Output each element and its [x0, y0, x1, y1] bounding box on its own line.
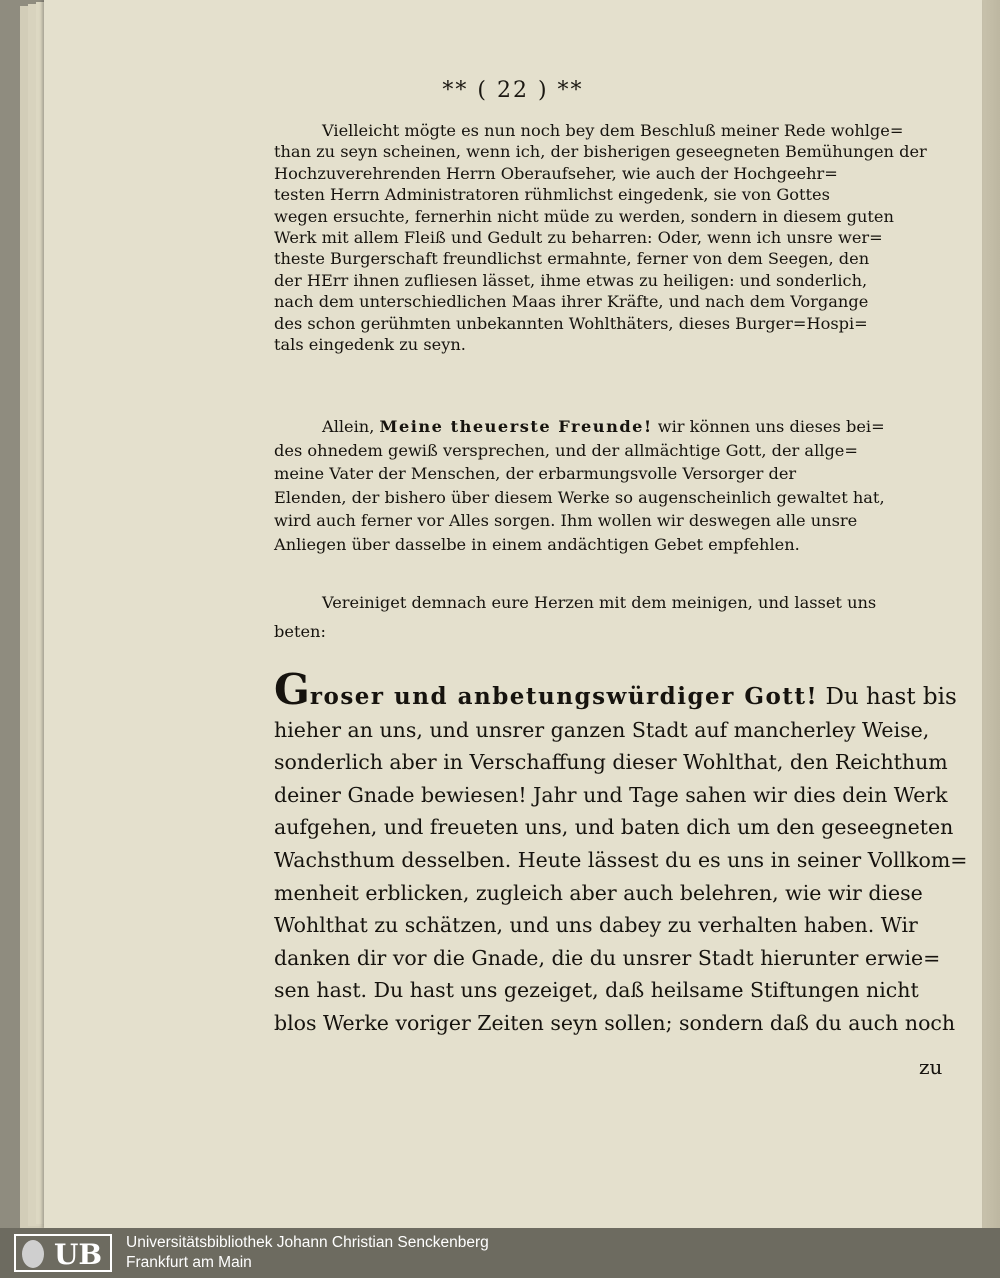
text-line: wird auch ferner vor Alles sorgen. Ihm wollen wir deswegen alle unsre — [274, 511, 858, 531]
text-line: blos Werke voriger Zeiten seyn sollen; sondern daß du auch noch — [274, 1010, 956, 1035]
text-line: Elenden, der bishero über diesem Werke so augenscheinlich gewaltet hat, — [274, 487, 885, 507]
text-line: des schon gerühmten unbekannten Wohlthäters, dieses Burger=Hospi= — [274, 313, 868, 333]
text-line: Wohlthat zu schätzen, und uns dabey zu verhalten haben. Wir — [274, 913, 918, 938]
text-line: Anliegen über dasselbe in einem andächtigen Gebet empfehlen. — [274, 534, 800, 554]
prayer-text — [274, 665, 992, 1040]
text-line: nach dem unterschiedlichen Maas ihrer Kräfte, und nach dem Vorgange — [274, 292, 869, 312]
page-number-header: ** ( 22 ) ** — [442, 78, 584, 103]
text-line: menheit erblicken, zugleich aber auch belehren, wie wir diese — [274, 880, 923, 905]
text-line: testen Herrn Administratoren rühmlichst eingedenk, sie von Gottes — [274, 185, 830, 205]
library-logo[interactable] — [14, 1234, 112, 1272]
senckenberg-portrait-icon — [22, 1240, 44, 1268]
text-line: than zu seyn scheinen, wenn ich, der bisherigen geseegneten Bemühungen der — [274, 142, 927, 162]
text-line: Werk mit allem Fleiß und Gedult zu beharren: Oder, wenn ich unsre wer= — [274, 228, 883, 248]
text-line — [274, 415, 986, 439]
text-line: hieher an uns, und unsrer ganzen Stadt auf mancherley Weise, — [274, 717, 930, 742]
logo-text: UB — [54, 1238, 103, 1271]
initial-letter: G — [274, 665, 310, 714]
emphasis-text: roser und anbetungswürdiger Gott! — [309, 683, 819, 710]
text-run: Allein, — [322, 417, 380, 436]
text-run: Du hast bis — [818, 684, 957, 710]
text-line: deiner Gnade bewiesen! Jahr und Tage sahen wir dies dein Werk — [274, 782, 948, 807]
paragraph-friends-address — [274, 415, 986, 557]
text-line: aufgehen, und freueten uns, und baten dich um den geseegneten — [274, 815, 954, 840]
catchword: zu — [919, 1055, 943, 1079]
text-line: danken dir vor die Gnade, die du unsrer Stadt hierunter erwie= — [274, 945, 941, 970]
library-footer-bar — [0, 1228, 1000, 1278]
library-city: Frankfurt am Main — [126, 1254, 252, 1271]
text-line: sonderlich aber in Verschaffung dieser Wohlthat, den Reichthum — [274, 750, 948, 775]
text-run: wir können uns dieses bei= — [652, 417, 885, 436]
text-line: Wachsthum desselben. Heute lässest du es uns in seiner Vollkom= — [274, 847, 968, 872]
text-line: des ohnedem gewiß versprechen, und der allmächtige Gott, der allge= — [274, 440, 858, 460]
paragraph-closing-remarks — [274, 120, 986, 355]
text-line — [274, 665, 992, 714]
library-name: Universitätsbibliothek Johann Christian Senckenberg — [126, 1234, 489, 1251]
text-line: sen hast. Du hast uns gezeiget, daß heilsame Stiftungen nicht — [274, 978, 919, 1003]
emphasis-text: Meine theuerste Freunde! — [379, 417, 653, 436]
paragraph-prayer-invitation — [274, 588, 986, 646]
text-line: tals eingedenk zu seyn. — [274, 335, 466, 355]
scanned-page — [44, 0, 982, 1228]
text-line: wegen ersuchte, fernerhin nicht müde zu werden, sondern in diesem guten — [274, 206, 894, 226]
text-line: meine Vater der Menschen, der erbarmungsvolle Versorger der — [274, 464, 797, 484]
text-line: Vereiniget demnach eure Herzen mit dem meinigen, und lasset uns — [322, 593, 877, 612]
text-line: theste Burgerschaft freundlichst ermahnte, ferner von dem Seegen, den — [274, 249, 870, 269]
text-line: der HErr ihnen zufliesen lässet, ihme etwas zu heiligen: und sonderlich, — [274, 270, 868, 290]
text-line: Vielleicht mögte es nun noch bey dem Beschluß meiner Rede wohlge= — [322, 121, 904, 140]
text-line: beten: — [274, 622, 326, 641]
text-line: Hochzuverehrenden Herrn Oberaufseher, wie auch der Hochgeehr= — [274, 163, 838, 183]
